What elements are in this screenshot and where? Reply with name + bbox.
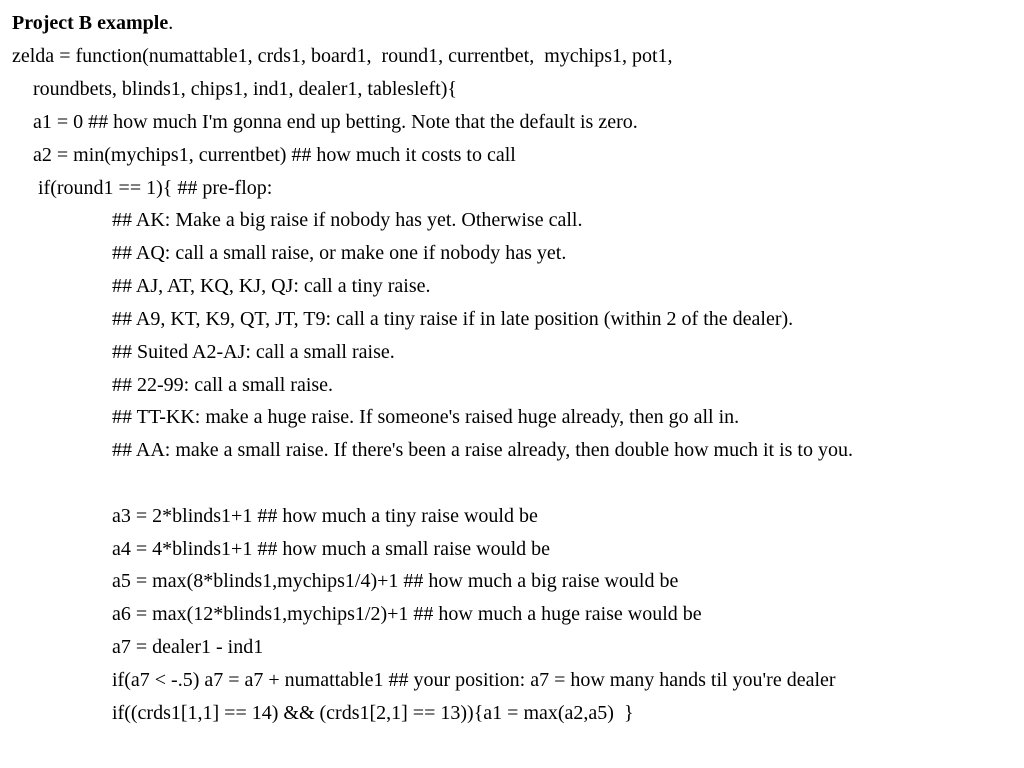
code-line: a5 = max(8*blinds1,mychips1/4)+1 ## how much a big raise would be <box>112 570 679 592</box>
code-line: a1 = 0 ## how much I'm gonna end up betting. Note that the default is zero. <box>33 111 638 133</box>
code-line: zelda = function(numattable1, crds1, board1, round1, currentbet, mychips1, pot1, <box>12 45 673 67</box>
code-line: roundbets, blinds1, chips1, ind1, dealer1, tablesleft){ <box>33 78 457 100</box>
document-title <box>12 11 173 35</box>
comment-line: ## AJ, AT, KQ, KJ, QJ: call a tiny raise. <box>112 275 431 297</box>
comment-line: ## TT-KK: make a huge raise. If someone's raised huge already, then go all in. <box>112 406 740 428</box>
title-text: Project B example <box>12 12 169 34</box>
comment-line: ## A9, KT, K9, QT, JT, T9: call a tiny raise if in late position (within 2 of the dealer). <box>112 308 794 330</box>
code-line: a2 = min(mychips1, currentbet) ## how much it costs to call <box>33 144 516 166</box>
comment-line: ## AA: make a small raise. If there's been a raise already, then double how much it is to you. <box>112 439 853 461</box>
code-line: a6 = max(12*blinds1,mychips1/2)+1 ## how much a huge raise would be <box>112 603 702 625</box>
code-line: a4 = 4*blinds1+1 ## how much a small raise would be <box>112 538 551 560</box>
code-line: if(a7 < -.5) a7 = a7 + numattable1 ## your position: a7 = how many hands til you're dealer <box>112 669 836 691</box>
code-line: a3 = 2*blinds1+1 ## how much a tiny raise would be <box>112 505 538 527</box>
comment-line: ## AK: Make a big raise if nobody has yet. Otherwise call. <box>112 209 583 231</box>
comment-line: ## Suited A2-AJ: call a small raise. <box>112 341 395 363</box>
comment-line: ## 22-99: call a small raise. <box>112 374 334 396</box>
code-line: a7 = dealer1 - ind1 <box>112 636 264 658</box>
code-line: if((crds1[1,1] == 14) && (crds1[2,1] == 13)){a1 = max(a2,a5) } <box>112 702 634 724</box>
title-period: . <box>168 12 174 34</box>
code-line: if(round1 == 1){ ## pre-flop: <box>38 177 273 199</box>
comment-line: ## AQ: call a small raise, or make one if nobody has yet. <box>112 242 567 264</box>
